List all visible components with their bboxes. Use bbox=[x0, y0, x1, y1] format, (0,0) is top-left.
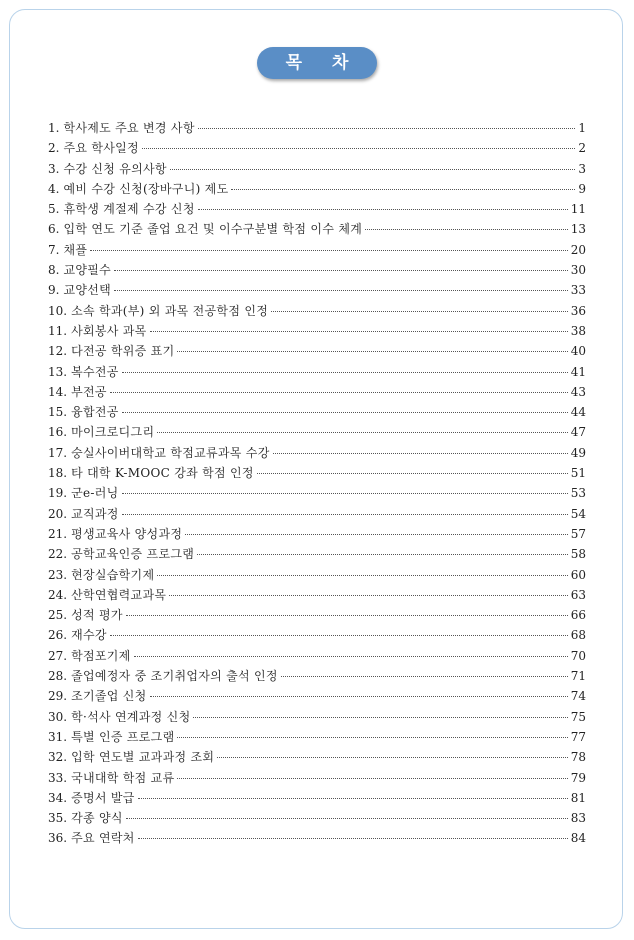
toc-entry[interactable] bbox=[48, 281, 586, 301]
toc-entry-label: 특별 인증 프로그램 bbox=[71, 729, 175, 744]
toc-dot-leader bbox=[185, 534, 567, 535]
toc-entry-number: 23. bbox=[48, 567, 68, 582]
toc-entry[interactable] bbox=[48, 403, 586, 423]
toc-dot-leader bbox=[122, 514, 568, 515]
toc-entry-label: 학·석사 연계과정 신청 bbox=[71, 709, 191, 724]
toc-entry-label: 졸업예정자 중 조기취업자의 출석 인정 bbox=[71, 669, 278, 684]
toc-entry-number: 34. bbox=[48, 790, 68, 805]
toc-entry-label: 입학 연도 기준 졸업 요건 및 이수구분별 학점 이수 체계 bbox=[63, 222, 363, 237]
toc-entry[interactable] bbox=[48, 139, 586, 159]
toc-dot-leader bbox=[138, 798, 568, 799]
toc-dot-leader bbox=[150, 696, 568, 697]
toc-entry-number: 29. bbox=[48, 689, 68, 704]
toc-entry-page: 71 bbox=[570, 669, 586, 684]
toc-entry-label: 교양필수 bbox=[63, 263, 112, 278]
toc-entry[interactable] bbox=[48, 160, 586, 180]
toc-entry[interactable] bbox=[48, 261, 586, 281]
toc-entry-page: 11 bbox=[570, 202, 586, 217]
toc-entry-page: 74 bbox=[570, 689, 586, 704]
toc-dot-leader bbox=[198, 128, 575, 129]
toc-entry-label: 소속 학과(부) 외 과목 전공학점 인정 bbox=[71, 303, 269, 318]
toc-entry-label: 숭실사이버대학교 학점교류과목 수강 bbox=[71, 445, 270, 460]
toc-title: 목 차 bbox=[257, 47, 377, 79]
toc-dot-leader bbox=[90, 250, 567, 251]
toc-entry[interactable] bbox=[48, 545, 586, 565]
toc-entry[interactable] bbox=[48, 200, 586, 220]
toc-entry-number: 11. bbox=[48, 323, 68, 338]
toc-entry-page: 49 bbox=[570, 445, 586, 460]
toc-entry-number: 1. bbox=[48, 121, 60, 135]
toc-entry-label: 학점포기제 bbox=[71, 648, 131, 663]
toc-entry-page: 68 bbox=[570, 628, 586, 643]
toc-entry-label: 마이크로디그리 bbox=[71, 425, 155, 440]
toc-dot-leader bbox=[122, 412, 568, 413]
toc-entry[interactable] bbox=[48, 363, 586, 383]
toc-dot-leader bbox=[281, 676, 568, 677]
toc-entry-label: 조기졸업 신청 bbox=[71, 689, 147, 704]
toc-entry-page: 41 bbox=[570, 364, 586, 379]
toc-entry[interactable] bbox=[48, 220, 586, 240]
toc-entry-number: 31. bbox=[48, 729, 68, 744]
toc-entry-label: 복수전공 bbox=[71, 364, 119, 379]
toc-dot-leader bbox=[122, 493, 568, 494]
toc-entry-number: 28. bbox=[48, 669, 68, 684]
toc-entry[interactable] bbox=[48, 180, 586, 200]
toc-dot-leader bbox=[257, 473, 568, 474]
toc-dot-leader bbox=[365, 229, 568, 230]
toc-entry-number: 9. bbox=[48, 283, 60, 298]
toc-entry[interactable] bbox=[48, 708, 586, 728]
toc-entry[interactable] bbox=[48, 566, 586, 586]
toc-entry-page: 54 bbox=[570, 506, 586, 521]
toc-entry-label: 융합전공 bbox=[71, 405, 119, 420]
toc-dot-leader bbox=[150, 331, 568, 332]
toc-entry-page: 81 bbox=[570, 790, 586, 805]
toc-entry-number: 24. bbox=[48, 587, 68, 602]
toc-entry[interactable] bbox=[48, 586, 586, 606]
toc-entry-label: 현장실습학기제 bbox=[71, 567, 155, 582]
toc-entry-label: 예비 수강 신청(장바구니) 제도 bbox=[63, 181, 229, 196]
toc-entry-label: 평생교육사 양성과정 bbox=[71, 526, 183, 541]
toc-entry-page: 3 bbox=[578, 161, 586, 176]
toc-dot-leader bbox=[114, 290, 568, 291]
toc-dot-leader bbox=[157, 432, 567, 433]
toc-entry[interactable] bbox=[48, 302, 586, 322]
toc-entry-number: 6. bbox=[48, 222, 60, 237]
toc-dot-leader bbox=[198, 209, 568, 210]
toc-entry[interactable] bbox=[48, 464, 586, 484]
toc-entry-number: 17. bbox=[48, 445, 68, 460]
toc-dot-leader bbox=[126, 615, 568, 616]
toc-entry-label: 사회봉사 과목 bbox=[71, 323, 147, 338]
toc-entry-number: 25. bbox=[48, 608, 68, 623]
toc-dot-leader bbox=[177, 778, 567, 779]
toc-entry-label: 각종 양식 bbox=[71, 811, 123, 826]
toc-entry-number: 16. bbox=[48, 425, 68, 440]
toc-entry[interactable] bbox=[48, 626, 586, 646]
toc-dot-leader bbox=[170, 169, 575, 170]
toc-entry[interactable] bbox=[48, 728, 586, 748]
toc-entry-number: 21. bbox=[48, 526, 68, 541]
toc-entry-label: 주요 학사일정 bbox=[63, 141, 139, 156]
toc-entry-page: 44 bbox=[570, 405, 586, 420]
toc-entry-number: 35. bbox=[48, 811, 68, 826]
toc-entry[interactable] bbox=[48, 342, 586, 362]
toc-dot-leader bbox=[177, 351, 567, 352]
toc-entry-number: 20. bbox=[48, 506, 68, 521]
toc-entry-number: 26. bbox=[48, 628, 68, 643]
toc-entry-label: 증명서 발급 bbox=[71, 790, 135, 805]
toc-entry-page: 1 bbox=[578, 121, 586, 135]
toc-entry-page: 60 bbox=[570, 567, 586, 582]
toc-entry[interactable] bbox=[48, 423, 586, 443]
toc-entry-label: 다전공 학위증 표기 bbox=[71, 344, 175, 359]
toc-entry[interactable] bbox=[48, 241, 586, 261]
toc-dot-leader bbox=[114, 270, 568, 271]
toc-dot-leader bbox=[142, 148, 575, 149]
toc-entry[interactable] bbox=[48, 444, 586, 464]
toc-entry-number: 18. bbox=[48, 466, 68, 481]
toc-entry-page: 70 bbox=[570, 648, 586, 663]
toc-dot-leader bbox=[271, 311, 568, 312]
toc-entry-page: 2 bbox=[578, 141, 586, 156]
table-of-contents bbox=[48, 119, 586, 850]
toc-entry-page: 53 bbox=[570, 486, 586, 501]
toc-entry-label: 산학연협력교과목 bbox=[71, 587, 167, 602]
toc-entry-number: 19. bbox=[48, 486, 68, 501]
toc-entry[interactable] bbox=[48, 687, 586, 707]
toc-entry-label: 휴학생 계절제 수강 신청 bbox=[63, 202, 195, 217]
toc-entry-label: 교양선택 bbox=[63, 283, 112, 298]
toc-entry-page: 36 bbox=[570, 303, 586, 318]
toc-entry-page: 75 bbox=[570, 709, 586, 724]
toc-entry-number: 2. bbox=[48, 141, 60, 156]
toc-entry-label: 수강 신청 유의사항 bbox=[63, 161, 167, 176]
toc-entry-label: 성적 평가 bbox=[71, 608, 123, 623]
toc-entry-number: 12. bbox=[48, 344, 68, 359]
toc-entry-number: 32. bbox=[48, 750, 68, 765]
toc-dot-leader bbox=[110, 392, 568, 393]
toc-entry-number: 14. bbox=[48, 384, 68, 399]
toc-entry[interactable] bbox=[48, 769, 586, 789]
toc-entry[interactable] bbox=[48, 809, 586, 829]
toc-entry-page: 40 bbox=[570, 344, 586, 359]
toc-entry-number: 3. bbox=[48, 161, 60, 176]
toc-entry-label: 학사제도 주요 변경 사항 bbox=[63, 121, 195, 135]
toc-dot-leader bbox=[169, 595, 567, 596]
toc-entry-page: 33 bbox=[570, 283, 586, 298]
toc-entry-page: 9 bbox=[578, 181, 586, 196]
toc-entry[interactable] bbox=[48, 505, 586, 525]
toc-entry-page: 43 bbox=[570, 384, 586, 399]
toc-entry-number: 27. bbox=[48, 648, 68, 663]
toc-dot-leader bbox=[134, 656, 568, 657]
toc-entry-page: 79 bbox=[570, 770, 586, 785]
toc-entry-label: 공학교육인증 프로그램 bbox=[71, 547, 195, 562]
toc-dot-leader bbox=[231, 189, 575, 190]
toc-entry-label: 재수강 bbox=[71, 628, 107, 643]
toc-entry-label: 국내대학 학점 교류 bbox=[71, 770, 175, 785]
toc-entry-page: 84 bbox=[570, 831, 586, 846]
toc-entry[interactable] bbox=[48, 748, 586, 768]
toc-entry-page: 13 bbox=[570, 222, 586, 237]
toc-entry-number: 15. bbox=[48, 405, 68, 420]
toc-entry-page: 83 bbox=[570, 811, 586, 826]
toc-dot-leader bbox=[273, 453, 568, 454]
toc-entry-page: 51 bbox=[570, 466, 586, 481]
toc-dot-leader bbox=[217, 757, 567, 758]
toc-entry[interactable] bbox=[48, 383, 586, 403]
toc-entry-number: 8. bbox=[48, 263, 60, 278]
toc-dot-leader bbox=[157, 575, 567, 576]
toc-entry-label: 군e-러닝 bbox=[71, 486, 119, 501]
toc-entry-page: 58 bbox=[570, 547, 586, 562]
toc-dot-leader bbox=[126, 818, 568, 819]
toc-entry[interactable] bbox=[48, 606, 586, 626]
toc-dot-leader bbox=[177, 737, 567, 738]
toc-entry[interactable] bbox=[48, 322, 586, 342]
toc-entry-number: 22. bbox=[48, 547, 68, 562]
toc-entry-number: 33. bbox=[48, 770, 68, 785]
toc-entry-label: 주요 연락처 bbox=[71, 831, 135, 846]
toc-entry-page: 57 bbox=[570, 526, 586, 541]
toc-dot-leader bbox=[110, 635, 568, 636]
toc-entry-number: 30. bbox=[48, 709, 68, 724]
toc-entry-page: 77 bbox=[570, 729, 586, 744]
toc-entry[interactable] bbox=[48, 667, 586, 687]
toc-entry-label: 타 대학 K-MOOC 강좌 학점 인정 bbox=[71, 466, 254, 481]
toc-entry-number: 10. bbox=[48, 303, 68, 318]
toc-entry-page: 78 bbox=[570, 750, 586, 765]
toc-entry[interactable] bbox=[48, 525, 586, 545]
toc-entry-number: 7. bbox=[48, 242, 60, 257]
toc-entry-label: 채플 bbox=[63, 242, 88, 257]
toc-dot-leader bbox=[193, 717, 567, 718]
toc-entry[interactable] bbox=[48, 647, 586, 667]
toc-entry-label: 입학 연도별 교과과정 조회 bbox=[71, 750, 215, 765]
toc-entry-label: 교직과정 bbox=[71, 506, 119, 521]
toc-entry[interactable] bbox=[48, 789, 586, 809]
toc-entry-page: 66 bbox=[570, 608, 586, 623]
toc-entry-number: 36. bbox=[48, 831, 68, 846]
toc-entry-page: 30 bbox=[570, 263, 586, 278]
toc-dot-leader bbox=[122, 372, 568, 373]
toc-entry-number: 13. bbox=[48, 364, 68, 379]
toc-entry-page: 38 bbox=[570, 323, 586, 338]
toc-entry-page: 47 bbox=[570, 425, 586, 440]
toc-dot-leader bbox=[138, 838, 568, 839]
toc-entry-number: 5. bbox=[48, 202, 60, 217]
toc-entry-page: 20 bbox=[570, 242, 586, 257]
toc-entry-page: 63 bbox=[570, 587, 586, 602]
toc-entry[interactable] bbox=[48, 119, 586, 139]
toc-entry-label: 부전공 bbox=[71, 384, 107, 399]
toc-entry[interactable] bbox=[48, 829, 586, 849]
toc-entry-number: 4. bbox=[48, 181, 60, 196]
toc-entry[interactable] bbox=[48, 484, 586, 504]
toc-dot-leader bbox=[197, 554, 568, 555]
